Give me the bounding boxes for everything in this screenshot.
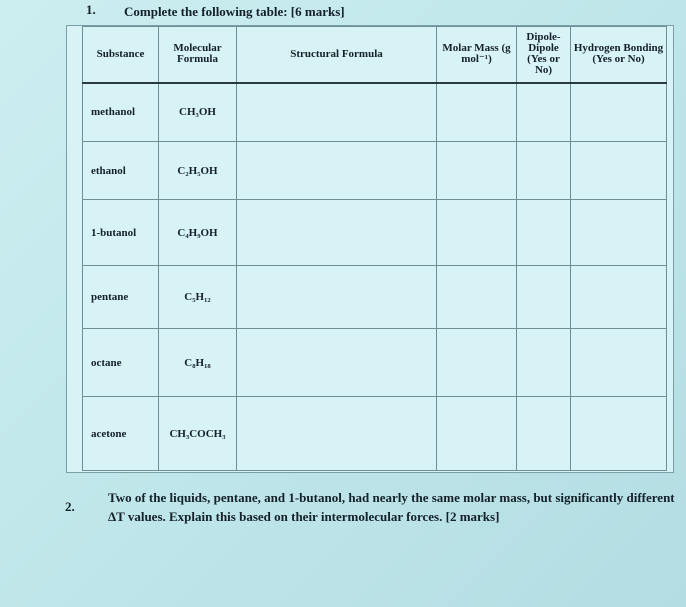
cell-substance: methanol (83, 83, 159, 142)
cell-substance: pentane (83, 266, 159, 329)
cell-structural-formula[interactable] (237, 397, 437, 471)
cell-structural-formula[interactable] (237, 200, 437, 266)
cell-substance: ethanol (83, 142, 159, 200)
cell-dipole-dipole[interactable] (517, 266, 571, 329)
table-row (83, 200, 667, 266)
cell-molecular-formula: C₅H₁₂ (159, 266, 237, 329)
cell-structural-formula[interactable] (237, 329, 437, 397)
cell-substance: acetone (83, 397, 159, 471)
properties-table (82, 26, 667, 471)
question-1-number: 1. (86, 2, 96, 17)
question-1-prompt: Complete the following table: [6 marks] (124, 4, 345, 19)
cell-hydrogen-bonding[interactable] (571, 83, 667, 142)
cell-molar-mass[interactable] (437, 397, 517, 471)
cell-structural-formula[interactable] (237, 83, 437, 142)
cell-hydrogen-bonding[interactable] (571, 329, 667, 397)
question-2-text: Two of the liquids, pentane, and 1-butanol, had nearly the same molar mass, but significantly different ΔT values. Explain this based on their intermolecular forces. [2 marks] (108, 490, 675, 524)
cell-structural-formula[interactable] (237, 142, 437, 200)
cell-dipole-dipole[interactable] (517, 142, 571, 200)
header-molecular-formula: Molecular Formula (159, 27, 237, 83)
header-hydrogen-bonding: Hydrogen Bonding (Yes or No) (571, 27, 667, 83)
cell-molar-mass[interactable] (437, 266, 517, 329)
cell-molar-mass[interactable] (437, 142, 517, 200)
cell-molecular-formula: C₄H₉OH (159, 200, 237, 266)
cell-dipole-dipole[interactable] (517, 397, 571, 471)
table-row (83, 397, 667, 471)
cell-hydrogen-bonding[interactable] (571, 397, 667, 471)
header-structural-formula: Structural Formula (237, 27, 437, 83)
cell-dipole-dipole[interactable] (517, 200, 571, 266)
cell-dipole-dipole[interactable] (517, 83, 571, 142)
cell-hydrogen-bonding[interactable] (571, 266, 667, 329)
cell-substance: 1-butanol (83, 200, 159, 266)
header-molar-mass: Molar Mass (g mol⁻¹) (437, 27, 517, 83)
cell-structural-formula[interactable] (237, 266, 437, 329)
table-header-row (83, 27, 667, 83)
cell-molar-mass[interactable] (437, 329, 517, 397)
cell-hydrogen-bonding[interactable] (571, 200, 667, 266)
table-row (83, 329, 667, 397)
cell-molecular-formula: C₂H₅OH (159, 142, 237, 200)
header-substance: Substance (83, 27, 159, 83)
cell-molecular-formula: CH₃COCH₃ (159, 397, 237, 471)
question-2-number: 2. (65, 499, 75, 514)
cell-molar-mass[interactable] (437, 83, 517, 142)
cell-molecular-formula: CH₃OH (159, 83, 237, 142)
table-row (83, 142, 667, 200)
cell-molecular-formula: C₈H₁₈ (159, 329, 237, 397)
header-dipole-dipole: Dipole-Dipole (Yes or No) (517, 27, 571, 83)
cell-hydrogen-bonding[interactable] (571, 142, 667, 200)
table-row (83, 83, 667, 142)
cell-molar-mass[interactable] (437, 200, 517, 266)
cell-substance: octane (83, 329, 159, 397)
cell-dipole-dipole[interactable] (517, 329, 571, 397)
table-row (83, 266, 667, 329)
